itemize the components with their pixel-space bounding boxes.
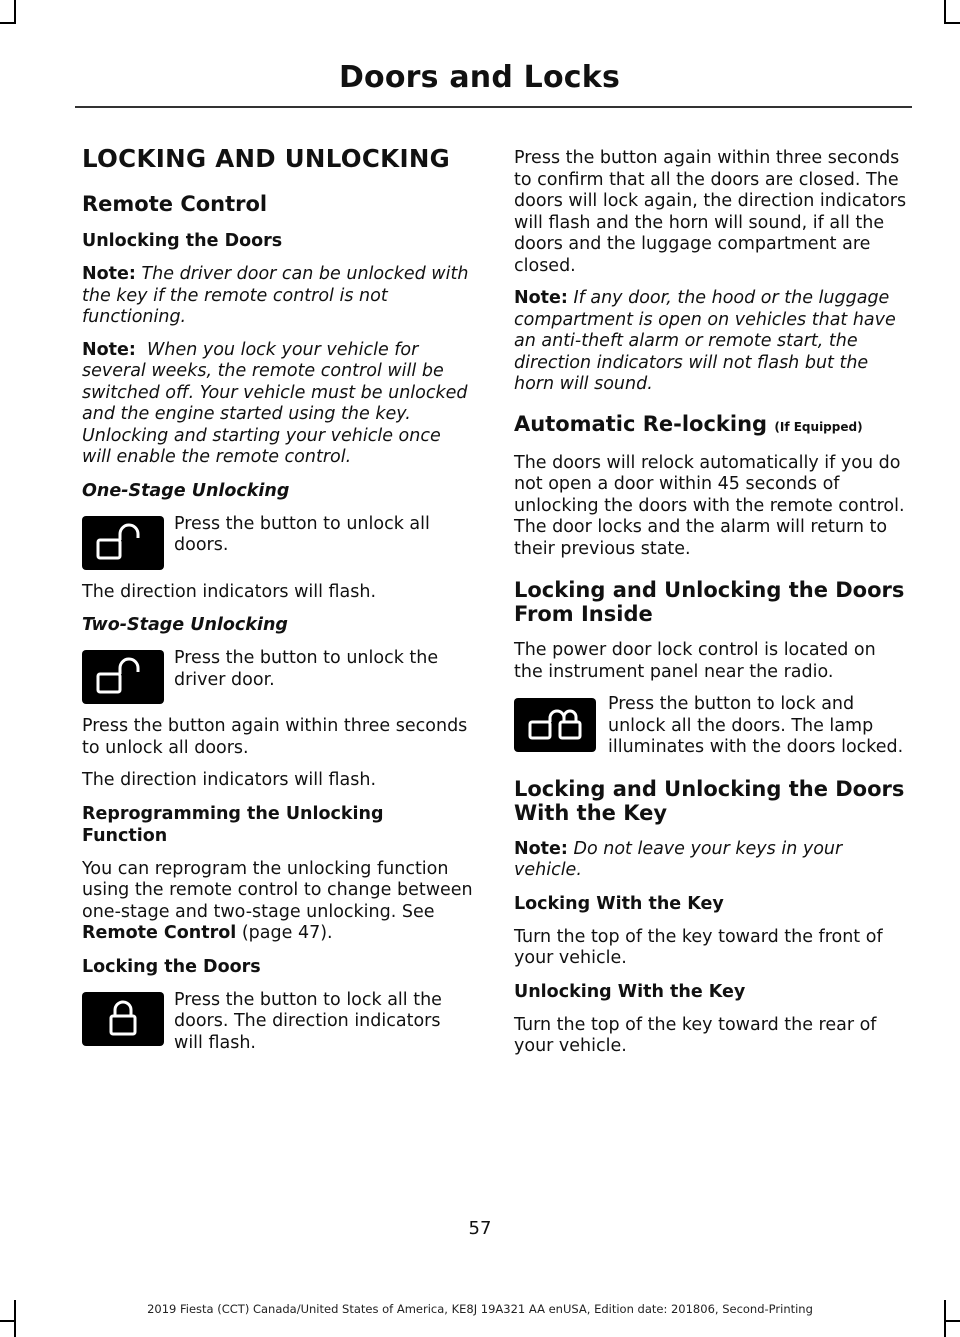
chapter-heading: LOCKING AND UNLOCKING — [82, 144, 451, 173]
footer-edition-info: 2019 Fiesta (CCT) Canada/United States of America, KE8J 19A321 AA enUSA, Edition date: 201806, Second-Printing — [147, 1302, 813, 1316]
note-driver-door — [82, 264, 474, 329]
lock-key-text: Turn the top of the key toward the front of your vehicle. — [514, 926, 883, 968]
with-key-heading: Locking and Unlocking the Doors With the Key — [514, 776, 905, 825]
crop-mark — [0, 22, 16, 24]
one-stage-text: Press the button to unlock all doors. — [174, 513, 430, 555]
header-divider — [75, 106, 912, 108]
two-stage-heading: Two-Stage Unlocking — [82, 615, 288, 635]
note-label: Note: — [514, 838, 568, 859]
unlock-key-heading: Unlocking With the Key — [514, 981, 746, 1002]
left-column — [82, 140, 474, 1066]
crop-mark — [0, 1320, 16, 1322]
indicators-flash-text: The direction indicators will flash. — [82, 770, 377, 790]
unlocking-doors-heading: Unlocking the Doors — [82, 231, 283, 251]
page-number: 57 — [468, 1218, 492, 1239]
remote-control-link[interactable]: Remote Control — [82, 923, 237, 943]
lock-icon — [82, 992, 164, 1046]
one-stage-row — [82, 514, 474, 570]
note-open-door — [514, 288, 908, 396]
note-text: When you lock your vehicle for several weeks, the remote control will be switched off. Your vehicle must be unlocked and the engine started using the key. Unlocking and starting your vehicle once will enable the remote control. — [82, 339, 468, 467]
page-reference: (page 47). — [241, 923, 333, 943]
crop-mark — [14, 0, 16, 22]
note-label: Note: — [82, 264, 136, 284]
lock-key-heading: Locking With the Key — [514, 893, 724, 914]
if-equipped-label: (If Equipped) — [774, 419, 863, 434]
two-stage-text: Press the button to unlock the driver door. — [174, 648, 439, 690]
inside-button-text: Press the button to lock and unlock all the doors. The lamp illuminates with the doors locked. — [608, 694, 904, 757]
auto-relock-heading — [514, 412, 908, 439]
locking-doors-heading: Locking the Doors — [82, 956, 261, 977]
door-lock-switch-icon — [514, 698, 596, 752]
one-stage-heading: One-Stage Unlocking — [82, 480, 290, 501]
section-title: Doors and Locks — [338, 60, 620, 95]
auto-relock-title: Automatic Re-locking — [514, 411, 768, 436]
right-column — [514, 140, 908, 1069]
crop-mark — [944, 1320, 960, 1322]
press-confirm-text: Press the button again within three seconds to confirm that all the doors are closed. The doors will lock again, the direction indicators will flash and the horn will sound, if all the doors and the luggage compartment are closed. — [514, 148, 907, 276]
crop-mark — [944, 22, 960, 24]
note-text: Do not leave your keys in your vehicle. — [514, 838, 843, 880]
inside-button-block — [514, 694, 908, 759]
inside-text: The power door lock control is located on the instrument panel near the radio. — [514, 640, 876, 682]
note-text: The driver door can be unlocked with the key if the remote control is not functioning. — [82, 264, 469, 327]
reprogram-body: You can reprogram the unlocking function using the remote control to change between one-stage and two-stage unlocking. See — [82, 858, 473, 922]
note-remote-switched-off — [82, 340, 474, 469]
crop-mark — [944, 0, 946, 22]
reprogram-text — [82, 859, 474, 945]
unlock-key-text: Turn the top of the key toward the rear of your vehicle. — [514, 1014, 877, 1056]
unlock-icon — [82, 516, 164, 570]
locking-row — [82, 990, 474, 1055]
locking-text: Press the button to lock all the doors. The direction indicators will flash. — [174, 989, 442, 1053]
note-label: Note: — [514, 288, 568, 308]
note-label: Note: — [82, 339, 136, 360]
remote-control-heading: Remote Control — [82, 192, 268, 216]
two-stage-row — [82, 648, 474, 704]
inside-heading: Locking and Unlocking the Doors From Inside — [514, 578, 905, 626]
indicators-flash-text: The direction indicators will flash. — [82, 581, 377, 602]
reprogram-heading: Reprogramming the Unlocking Function — [82, 803, 384, 846]
note-keys — [514, 839, 908, 882]
auto-relock-text: The doors will relock automatically if you do not open a door within 45 seconds of unlocking the doors with the remote control. The door locks and the alarm will return to their previous state. — [514, 452, 905, 559]
note-text: If any door, the hood or the luggage compartment is open on vehicles that have an anti-theft alarm or remote start, the direction indicators will not flash but the horn will sound. — [514, 288, 896, 394]
press-again-text: Press the button again within three seconds to unlock all doors. — [82, 716, 468, 758]
unlock-icon — [82, 650, 164, 704]
